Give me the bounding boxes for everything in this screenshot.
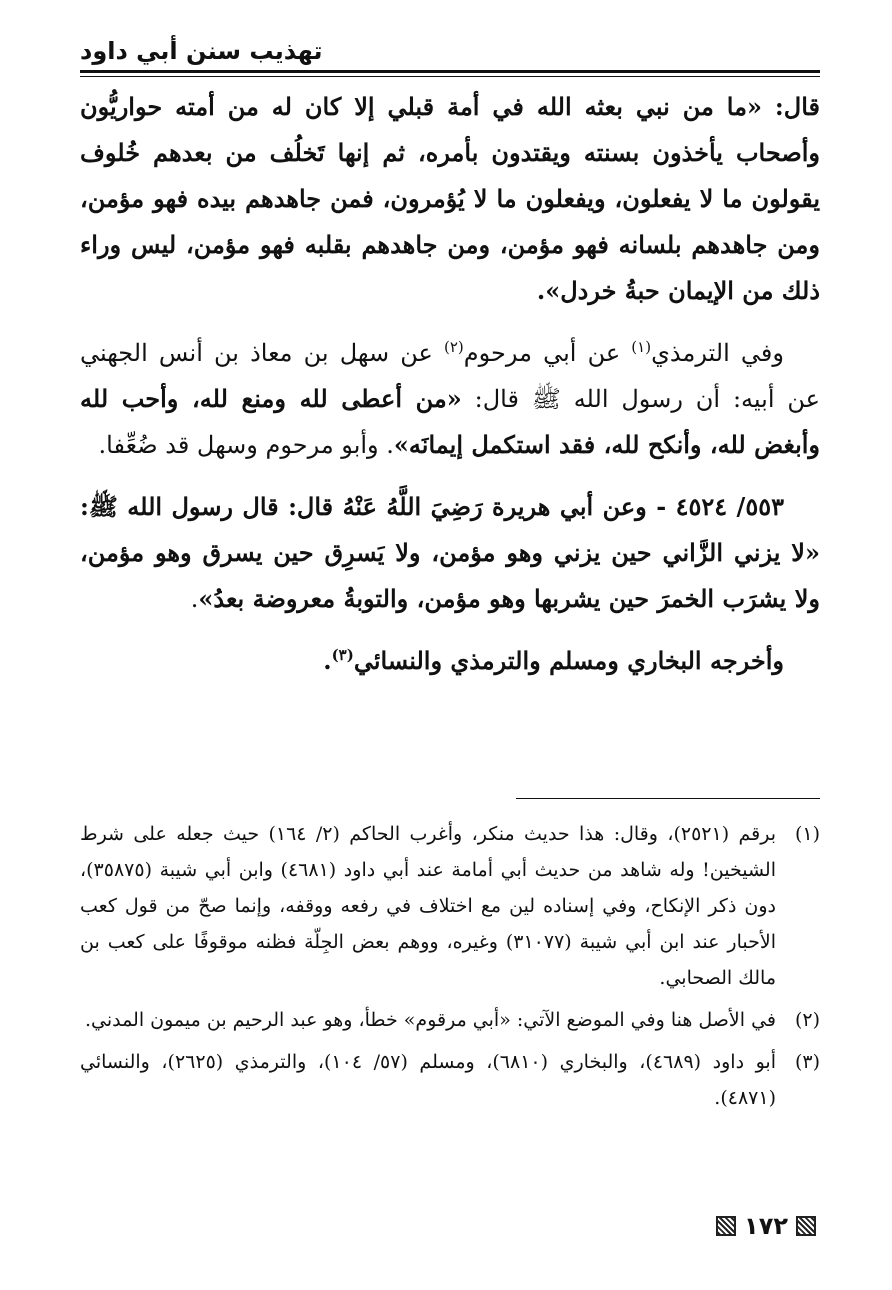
- footnote-text: أبو داود (٤٦٨٩)، والبخاري (٦٨١٠)، ومسلم (٥٧/ ١٠٤)، والترمذي (٢٦٢٥)، والنسائي (٤٨٧١).: [80, 1051, 776, 1109]
- ornament-icon: [796, 1216, 816, 1236]
- header-rule-thin: [80, 76, 820, 77]
- main-text: [80, 84, 820, 700]
- text-run: - وعن أبي هريرة رَضِيَ اللَّهُ عَنْهُ قال: قال رسول الله ﷺ:: [80, 492, 676, 521]
- footnote-ref-2[interactable]: (٢): [443, 338, 464, 356]
- page-footer: [716, 1212, 816, 1240]
- commentary-paragraph: [80, 330, 820, 468]
- footnote-number: (٣): [794, 1051, 820, 1073]
- footnote-number: (١): [794, 823, 820, 845]
- text-run: عن أبي مرحوم: [463, 339, 632, 367]
- footnote-ref-3[interactable]: (٣): [331, 646, 354, 664]
- takhrij-paragraph: [80, 638, 820, 684]
- hadith-quote: «من أعطى لله ومنع لله، وأحب لله وأبغض لله، وأنكح لله، فقد استكمل إيمانَه»: [80, 384, 820, 459]
- footnote-text: برقم (٢٥٢١)، وقال: هذا حديث منكر، وأغرب الحاكم (٢/ ١٦٤) حيث جعله على شرط الشيخين! وله شاهد من حديث أبي أمامة عند أبي داود (٤٦٨١) وابن أبي شيبة (٣٥٨٧٥)، دون ذكر الإنكاح، وفي إسناده لين مع اختلاف في رفعه ووقفه، وإنما صحّ من قول كعب الأحبار عند ابن أبي شيبة (٣١٠٧٧) وغيره، ووهم بعض الجِلّة فظنه موقوفًا على كعب بن مالك الصحابي.: [80, 823, 776, 989]
- footnotes: [80, 816, 820, 1122]
- text-run: .: [190, 585, 199, 613]
- footnote-text: في الأصل هنا وفي الموضع الآتي: «أبي مرقوم» خطأ، وهو عبد الرحيم بن ميمون المدني.: [84, 1009, 776, 1031]
- text-run: وفي الترمذي: [651, 339, 784, 367]
- hadith-quote: «لا يزني الزَّاني حين يزني وهو مؤمن، ولا يَسرِق حين يسرق وهو مؤمن، ولا يشرَب الخمرَ حين يشربها وهو مؤمن، والتوبةُ معروضة بعدُ»: [80, 538, 820, 613]
- footnote-item: [80, 1044, 820, 1116]
- footnote-item: [80, 1002, 820, 1038]
- page-number: ١٧٢: [744, 1212, 788, 1240]
- running-header-title: تهذيب سنن أبي داود: [80, 37, 323, 65]
- ornament-icon: [716, 1216, 736, 1236]
- text-run: . وأبو مرحوم وسهل قد ضُعِّفا.: [98, 431, 394, 459]
- text-run: وأخرجه البخاري ومسلم والترمذي والنسائي: [353, 646, 784, 675]
- hadith-number: ٥٥٣/ ٤٥٢٤: [675, 492, 784, 521]
- hadith-entry-paragraph: [80, 484, 820, 622]
- text-run: عن سهل بن معاذ بن أنس الجهني عن أبيه: أن رسول الله ﷺ قال:: [80, 339, 820, 413]
- text-run: .: [323, 646, 332, 675]
- footnote-separator: [516, 798, 820, 799]
- footnote-ref-1[interactable]: (١): [631, 338, 652, 356]
- footnote-item: [80, 816, 820, 996]
- header-rule-thick: [80, 70, 820, 73]
- footnote-number: (٢): [794, 1009, 820, 1031]
- hadith-text-paragraph: قال: «ما من نبي بعثه الله في أمة قبلي إلا كان له من أمته حواريُّون وأصحاب يأخذون بسنته ويقتدون بأمره، ثم إنها تَخلُف من بعدهم خُلوف يقولون ما لا يفعلون، ويفعلون ما لا يُؤمرون، فمن جاهدهم بيده فهو مؤمن، ومن جاهدهم بلسانه فهو مؤمن، ومن جاهدهم بقلبه فهو مؤمن، ليس وراء ذلك من الإيمان حبةُ خردل».: [80, 92, 820, 305]
